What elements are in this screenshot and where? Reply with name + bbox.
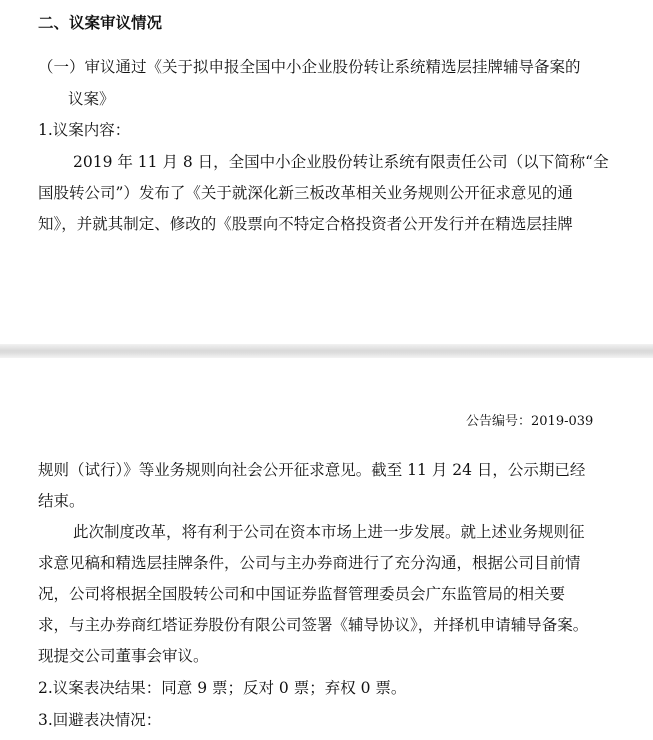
paragraph-line: 况，公司将根据全国股转公司和中国证券监督管理委员会广东监管局的相关要 — [38, 585, 566, 603]
page-break — [0, 344, 653, 358]
paragraph-line: 2019 年 11 月 8 日，全国中小企业股份转让系统有限责任公司（以下简称“全 — [73, 153, 609, 171]
document-page-top — [0, 0, 653, 344]
paragraph-line: 知》，并就其制定、修改的《股票向不特定合格投资者公开发行并在精选层挂牌 — [38, 215, 573, 233]
subsection-title-line-2: 议案》 — [68, 90, 115, 108]
item-2-vote-result: 2.议案表决结果：同意 9 票；反对 0 票；弃权 0 票。 — [38, 679, 407, 697]
paragraph-line: 国股转公司”）发布了《关于就深化新三板改革相关业务规则公开征求意见的通 — [38, 184, 573, 202]
paragraph-line: 此次制度改革，将有利于公司在资本市场上进一步发展。就上述业务规则征 — [73, 523, 585, 541]
item-3-label: 3.回避表决情况： — [38, 711, 162, 729]
item-1-label: 1.议案内容： — [38, 121, 131, 139]
document-page-bottom — [0, 358, 653, 740]
announcement-number: 公告编号：2019-039 — [466, 414, 594, 429]
paragraph-line: 求意见稿和精选层挂牌条件，公司与主办券商进行了充分沟通，根据公司目前情 — [38, 554, 581, 572]
paragraph-line: 现提交公司董事会审议。 — [38, 647, 209, 665]
subsection-title-line-1: （一）审议通过《关于拟申报全国中小企业股份转让系统精选层挂牌辅导备案的 — [38, 58, 581, 76]
section-heading: 二、议案审议情况 — [38, 14, 163, 32]
paragraph-line: 求，与主办券商红塔证券股份有限公司签署《辅导协议》，并择机申请辅导备案。 — [38, 616, 589, 634]
paragraph-line: 规则（试行）》等业务规则向社会公开征求意见。截至 11 月 24 日，公示期已经 — [38, 461, 586, 479]
paragraph-line: 结束。 — [38, 492, 85, 510]
